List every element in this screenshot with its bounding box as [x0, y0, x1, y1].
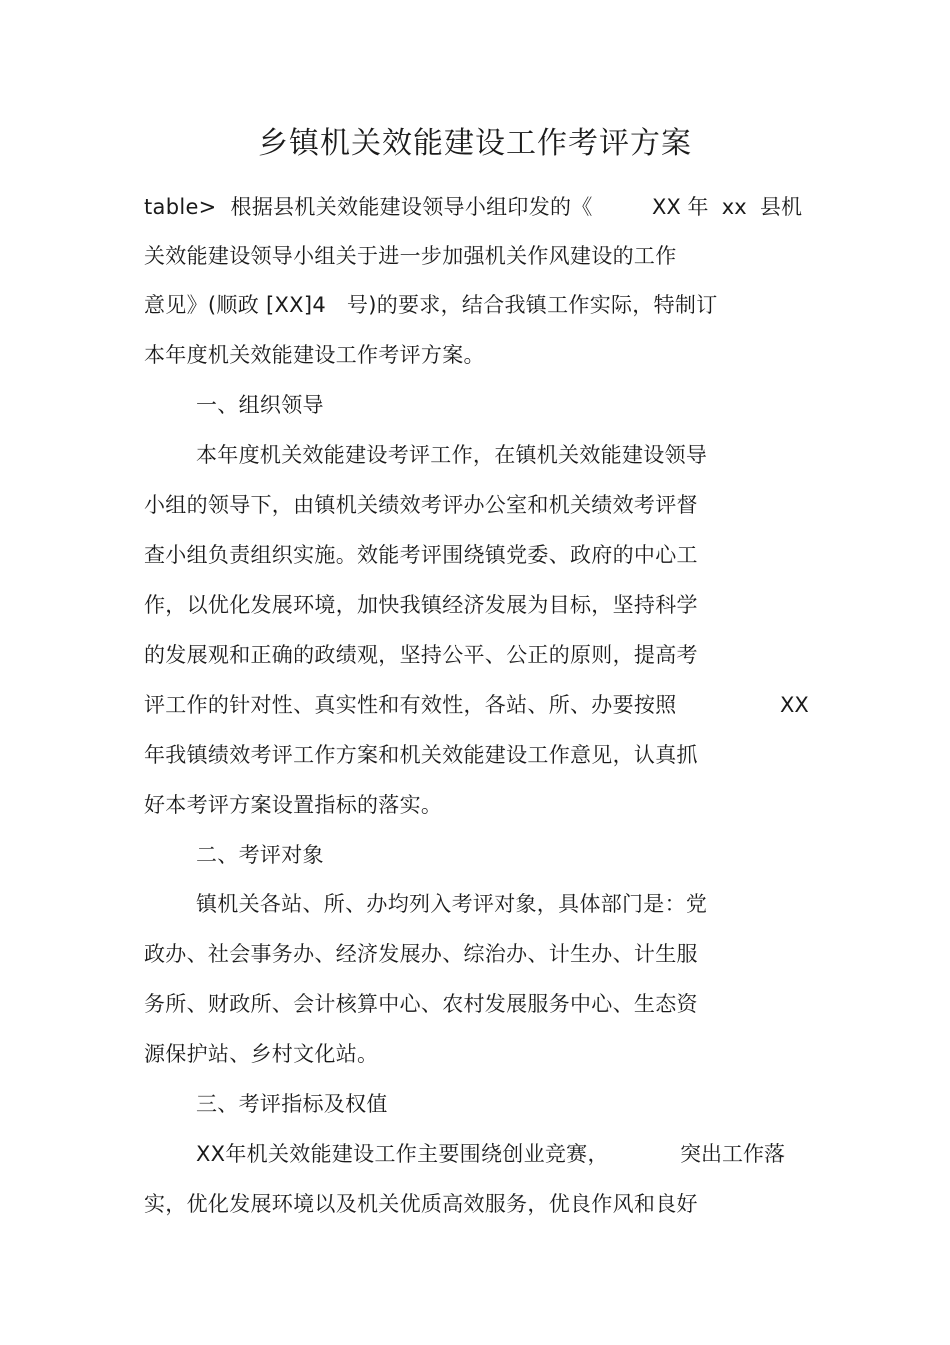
paragraph-line: 关效能建设领导小组关于进一步加强机关作风建设的工作 [144, 244, 677, 268]
paragraph-line: 查小组负责组织实施。效能考评围绕镇党委、政府的中心工 [144, 543, 698, 567]
paragraph-line: 评工作的针对性、真实性和有效性，各站、所、办要按照 [144, 693, 677, 717]
section-heading: 三、考评指标及权值 [196, 1092, 388, 1116]
section-heading: 一、组织领导 [196, 393, 324, 417]
paragraph-line: 好本考评方案设置指标的落实。 [144, 793, 443, 817]
paragraph-line: 的发展观和正确的政绩观，坚持公平、公正的原则，提高考 [144, 643, 698, 667]
paragraph-line: 本年度机关效能建设考评工作，在镇机关效能建设领导 [196, 443, 708, 467]
paragraph-line: 本年度机关效能建设工作考评方案。 [144, 343, 485, 367]
paragraph-line-tail: XX [780, 693, 809, 717]
paragraph-line: 年我镇绩效考评工作方案和机关效能建设工作意见，认真抓 [144, 743, 698, 767]
paragraph-line-tail: 突出工作落 [680, 1142, 785, 1166]
paragraph-line: 作，以优化发展环境，加快我镇经济发展为目标，坚持科学 [144, 593, 698, 617]
paragraph-line: 务所、财政所、会计核算中心、农村发展服务中心、生态资 [144, 992, 698, 1016]
paragraph-line: 源保护站、乡村文化站。 [144, 1042, 379, 1066]
paragraph-line: 意见》(顺政 [XX]4 号)的要求，结合我镇工作实际，特制订 [144, 293, 718, 317]
paragraph-line: 实，优化发展环境以及机关优质高效服务，优良作风和良好 [144, 1192, 698, 1216]
paragraph-line: 小组的领导下，由镇机关绩效考评办公室和机关绩效考评督 [144, 493, 698, 517]
paragraph-line: 镇机关各站、所、办均列入考评对象，具体部门是：党 [196, 892, 708, 916]
paragraph-line: 政办、社会事务办、经济发展办、综治办、计生办、计生服 [144, 942, 698, 966]
paragraph-line-tail: XX 年 xx 县机 [652, 195, 803, 219]
section-heading: 二、考评对象 [196, 843, 324, 867]
paragraph-line: table> 根据县机关效能建设领导小组印发的《 [144, 195, 593, 219]
paragraph-line: XX年机关效能建设工作主要围绕创业竞赛， [196, 1142, 609, 1166]
document-title: 乡镇机关效能建设工作考评方案 [258, 126, 692, 161]
